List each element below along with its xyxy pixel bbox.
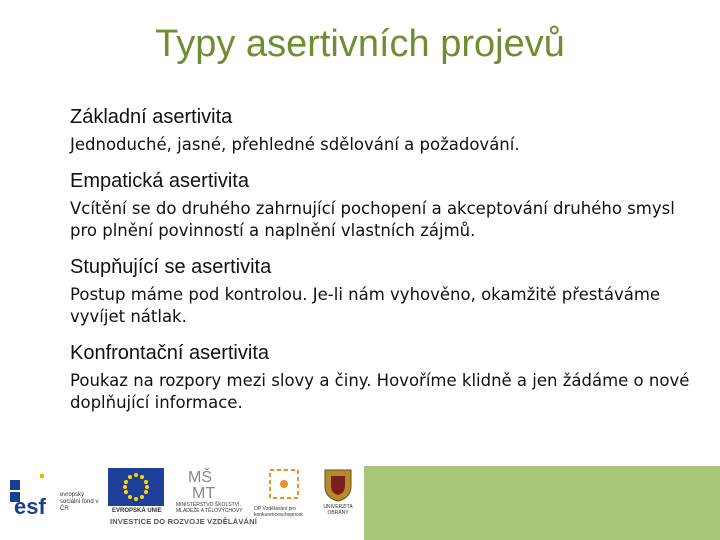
eu-flag-icon [108, 468, 164, 506]
section-heading: Konfrontační asertivita [70, 342, 269, 364]
section-confrontational [70, 340, 690, 414]
section-text: Postup máme pod kontrolou. Je-li nám vyhověno, okamžitě přestáváme vyvíjet nátlak. [70, 285, 661, 326]
section-text: Vcítění se do druhého zahrnující pochopení a akceptování druhého smysl pro plnění povinností a naplnění vlastních zájmů. [70, 199, 675, 240]
op-mark-icon [254, 466, 314, 504]
op-logo [254, 466, 314, 518]
section-heading: Stupňující se asertivita [70, 256, 272, 278]
section-text: Jednoduché, jasné, přehledné sdělování a požadování. [70, 135, 520, 154]
section-basic [70, 104, 690, 156]
slide-content [70, 104, 690, 426]
esf-logo [10, 470, 102, 520]
eu-logo [108, 468, 164, 516]
university-logo [318, 468, 358, 518]
section-heading: Základní asertivita [70, 106, 233, 128]
svg-text:MT: MT [192, 485, 216, 500]
section-heading: Empatická asertivita [70, 170, 249, 192]
footer-logos [0, 462, 364, 540]
section-empathic [70, 168, 690, 242]
footer-green-bar [364, 466, 720, 540]
esf-label: evropský sociální fond v ČR [60, 492, 99, 512]
section-escalating [70, 254, 690, 328]
eu-label: EVROPSKÁ UNIE [112, 508, 162, 514]
section-text: Poukaz na rozpory mezi slovy a činy. Hovoříme klidně a jen žádáme o nové doplňující informace. [70, 371, 690, 412]
slide-title: Typy asertivních projevů [155, 23, 565, 65]
university-crest-icon [323, 468, 353, 502]
footer-caption: INVESTICE DO ROZVOJE VZDĚLÁVÁNÍ [110, 517, 258, 526]
msmt-label: MINISTERSTVO ŠKOLSTVÍ, MLÁDEŽE A TĚLOVÝCHOVY [176, 502, 243, 514]
msmt-logo [176, 466, 246, 518]
university-label: UNIVERZITA OBRANY [323, 504, 353, 516]
msmt-mark-icon [176, 466, 246, 500]
svg-text:esf: esf [14, 494, 46, 519]
op-label: OP Vzdělávání pro konkurenceschopnost [254, 506, 303, 518]
svg-text:MŠ: MŠ [188, 469, 212, 486]
